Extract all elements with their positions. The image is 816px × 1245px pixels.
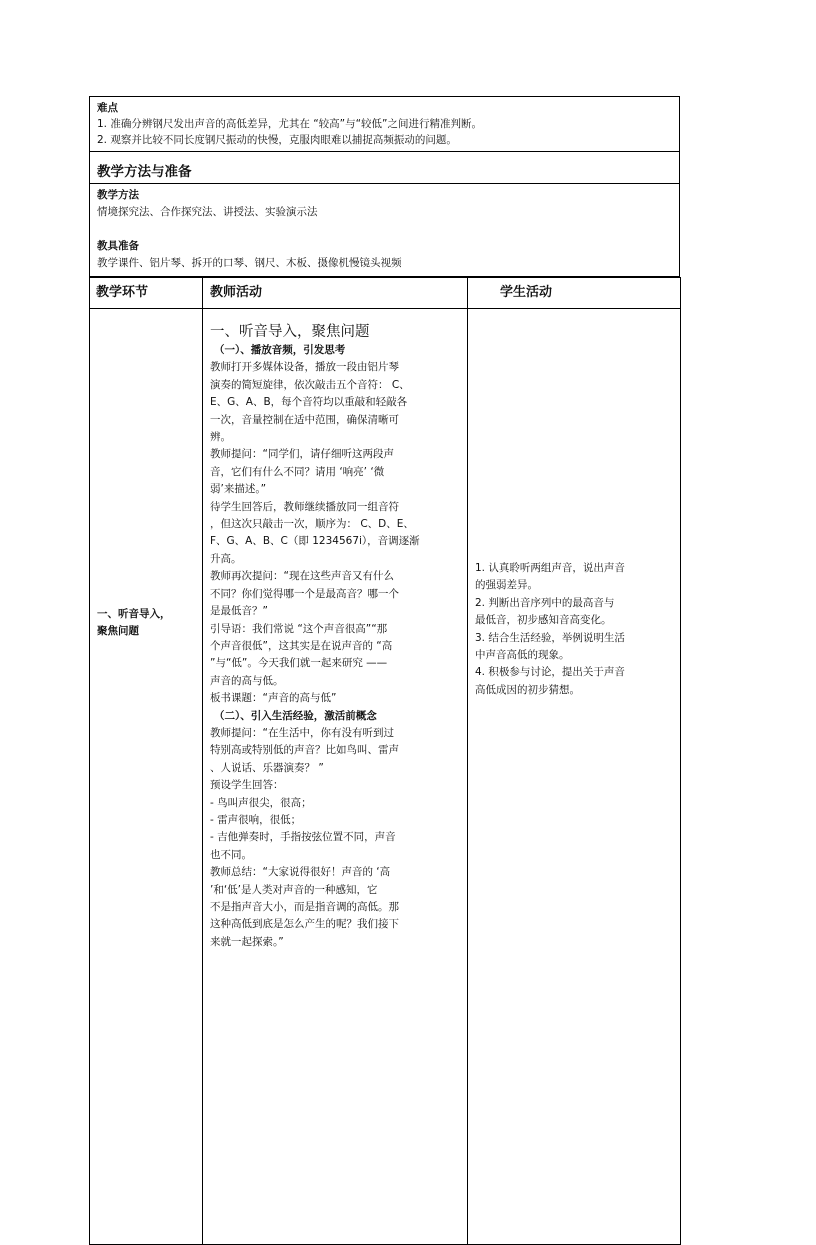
step-cell [90, 309, 203, 1245]
teacher-text-line: 来就一起探索。” [210, 935, 284, 948]
header-teacher: 教师活动 [203, 278, 468, 309]
teacher-text-line: 也不同。 [210, 848, 252, 861]
difficulty-item-1: 1. 准确分辨钢尺发出声音的高低差异，尤其在 “较高”与“较低”之间进行精准判断。 [97, 118, 482, 130]
teacher-text-line: 演奏的简短旋律，依次敲击五个音符： C、 [210, 378, 410, 391]
teacher-lines-2 [210, 725, 461, 951]
teacher-text-line: ，但这次只敲击一次，顺序为： C、D、E、 [210, 518, 414, 531]
difficulty-item-2: 2. 观察并比较不同长度钢尺振动的快慢，克服肉眼难以捕捉高频振动的问题。 [97, 134, 457, 146]
teacher-activity-cell [203, 309, 468, 1245]
teacher-text-line: - 吉他弹奏时，手指按弦位置不同，声音 [210, 831, 396, 844]
student-text-line: 最低音，初步感知音高变化。 [475, 614, 612, 627]
methods-section-title: 教学方法与准备 [89, 152, 680, 184]
tools-label: 教具准备 [97, 240, 139, 252]
teacher-text-line: 引导语：我们常说 “这个声音很高”“那 [210, 622, 388, 635]
teacher-text-line: 音，它们有什么不同？请用 ‘响亮’ ‘微 [210, 465, 385, 478]
teacher-text-line: F、G、A、B、C（即 1234567i），音调逐渐 [210, 535, 420, 548]
teacher-text-line: 教师再次提问：“现在这些声音又有什么 [210, 570, 394, 583]
teacher-text-line: - 鸟叫声很尖，很高； [210, 796, 312, 809]
teacher-text-line: 一次，音量控制在适中范围，确保清晰可 [210, 413, 399, 426]
methods-text: 情境探究法、合作探究法、讲授法、实验演示法 [97, 206, 318, 218]
teacher-text-line: 个声音很低”，这其实是在说声音的 “高 [210, 639, 393, 652]
table-row [90, 309, 681, 1245]
lesson-table [89, 277, 681, 1245]
header-student: 学生活动 [468, 278, 681, 309]
teacher-text-line: 板书课题：“声音的高与低” [210, 692, 337, 705]
teacher-text-line: 特别高或特别低的声音？比如鸟叫、雷声 [210, 744, 399, 757]
teacher-text-line: - 雷声很响，很低； [210, 813, 302, 826]
teacher-text-line: 不同？你们觉得哪一个是最高音？哪一个 [210, 587, 399, 600]
step-label-line2: 聚焦问题 [97, 625, 139, 637]
student-text-line: 3. 结合生活经验，举例说明生活 [475, 631, 625, 644]
teacher-text-line: 教师总结：“大家说得很好！声音的 ‘高 [210, 866, 391, 879]
tools-text: 教学课件、铝片琴、拆开的口琴、钢尺、木板、摄像机慢镜头视频 [97, 257, 402, 269]
student-text-line: 2. 判断出音序列中的最高音与 [475, 596, 615, 609]
teacher-text-line: 辨。 [210, 431, 231, 444]
methods-section [89, 184, 680, 277]
teacher-text-line: 升高。 [210, 552, 242, 565]
teacher-text-line: 预设学生回答： [210, 779, 284, 792]
teacher-lines-1 [210, 359, 461, 707]
teacher-text-line: 声音的高与低。 [210, 674, 284, 687]
table-header-row [90, 278, 681, 309]
difficulty-label: 难点 [97, 102, 118, 114]
teacher-text-line: 、人说话、乐器演奏？ ” [210, 761, 324, 774]
teacher-subheading-2: （二）、引入生活经验，激活前概念 [214, 709, 377, 722]
student-text-line: 的强弱差异。 [475, 579, 538, 592]
methods-label: 教学方法 [97, 189, 139, 201]
student-activity-cell [468, 309, 681, 1245]
student-lines [475, 560, 674, 699]
teacher-text-line: E、G、A、B，每个音符均以重敲和轻敲各 [210, 396, 408, 409]
teacher-text-line: 不是指声音大小，而是指音调的高低。那 [210, 901, 399, 913]
teacher-text-line: 弱’来描述。” [210, 483, 267, 496]
teacher-text-line: ’和‘低’是人类对声音的一种感知，它 [210, 883, 378, 896]
teacher-text-line: 教师提问：“同学们，请仔细听这两段声 [210, 448, 394, 461]
teacher-text-line: ”与“低”。今天我们就一起来研究 —— [210, 657, 388, 670]
student-text-line: 1. 认真聆听两组声音，说出声音 [475, 562, 625, 574]
teacher-subheading-1: （一）、播放音频，引发思考 [214, 344, 346, 356]
step-label-line1: 一、听音导入， [97, 608, 171, 620]
teacher-text-line: 教师打开多媒体设备，播放一段由铝片琴 [210, 361, 399, 374]
document-page [89, 96, 680, 1245]
student-text-line: 高低成因的初步猜想。 [475, 683, 580, 696]
teacher-text-line: 待学生回答后，教师继续播放同一组音符 [210, 500, 399, 513]
student-text-line: 中声音高低的现象。 [475, 649, 570, 662]
teacher-text-line: 这种高低到底是怎么产生的呢？我们接下 [210, 918, 399, 931]
student-text-line: 4. 积极参与讨论，提出关于声音 [475, 666, 625, 679]
difficulty-section [89, 96, 680, 152]
header-step: 教学环节 [90, 278, 203, 309]
teacher-text-line: 教师提问：“在生活中，你有没有听到过 [210, 726, 394, 739]
teacher-text-line: 是最低音？” [210, 605, 268, 618]
teacher-heading: 一、听音导入，聚焦问题 [210, 324, 370, 340]
